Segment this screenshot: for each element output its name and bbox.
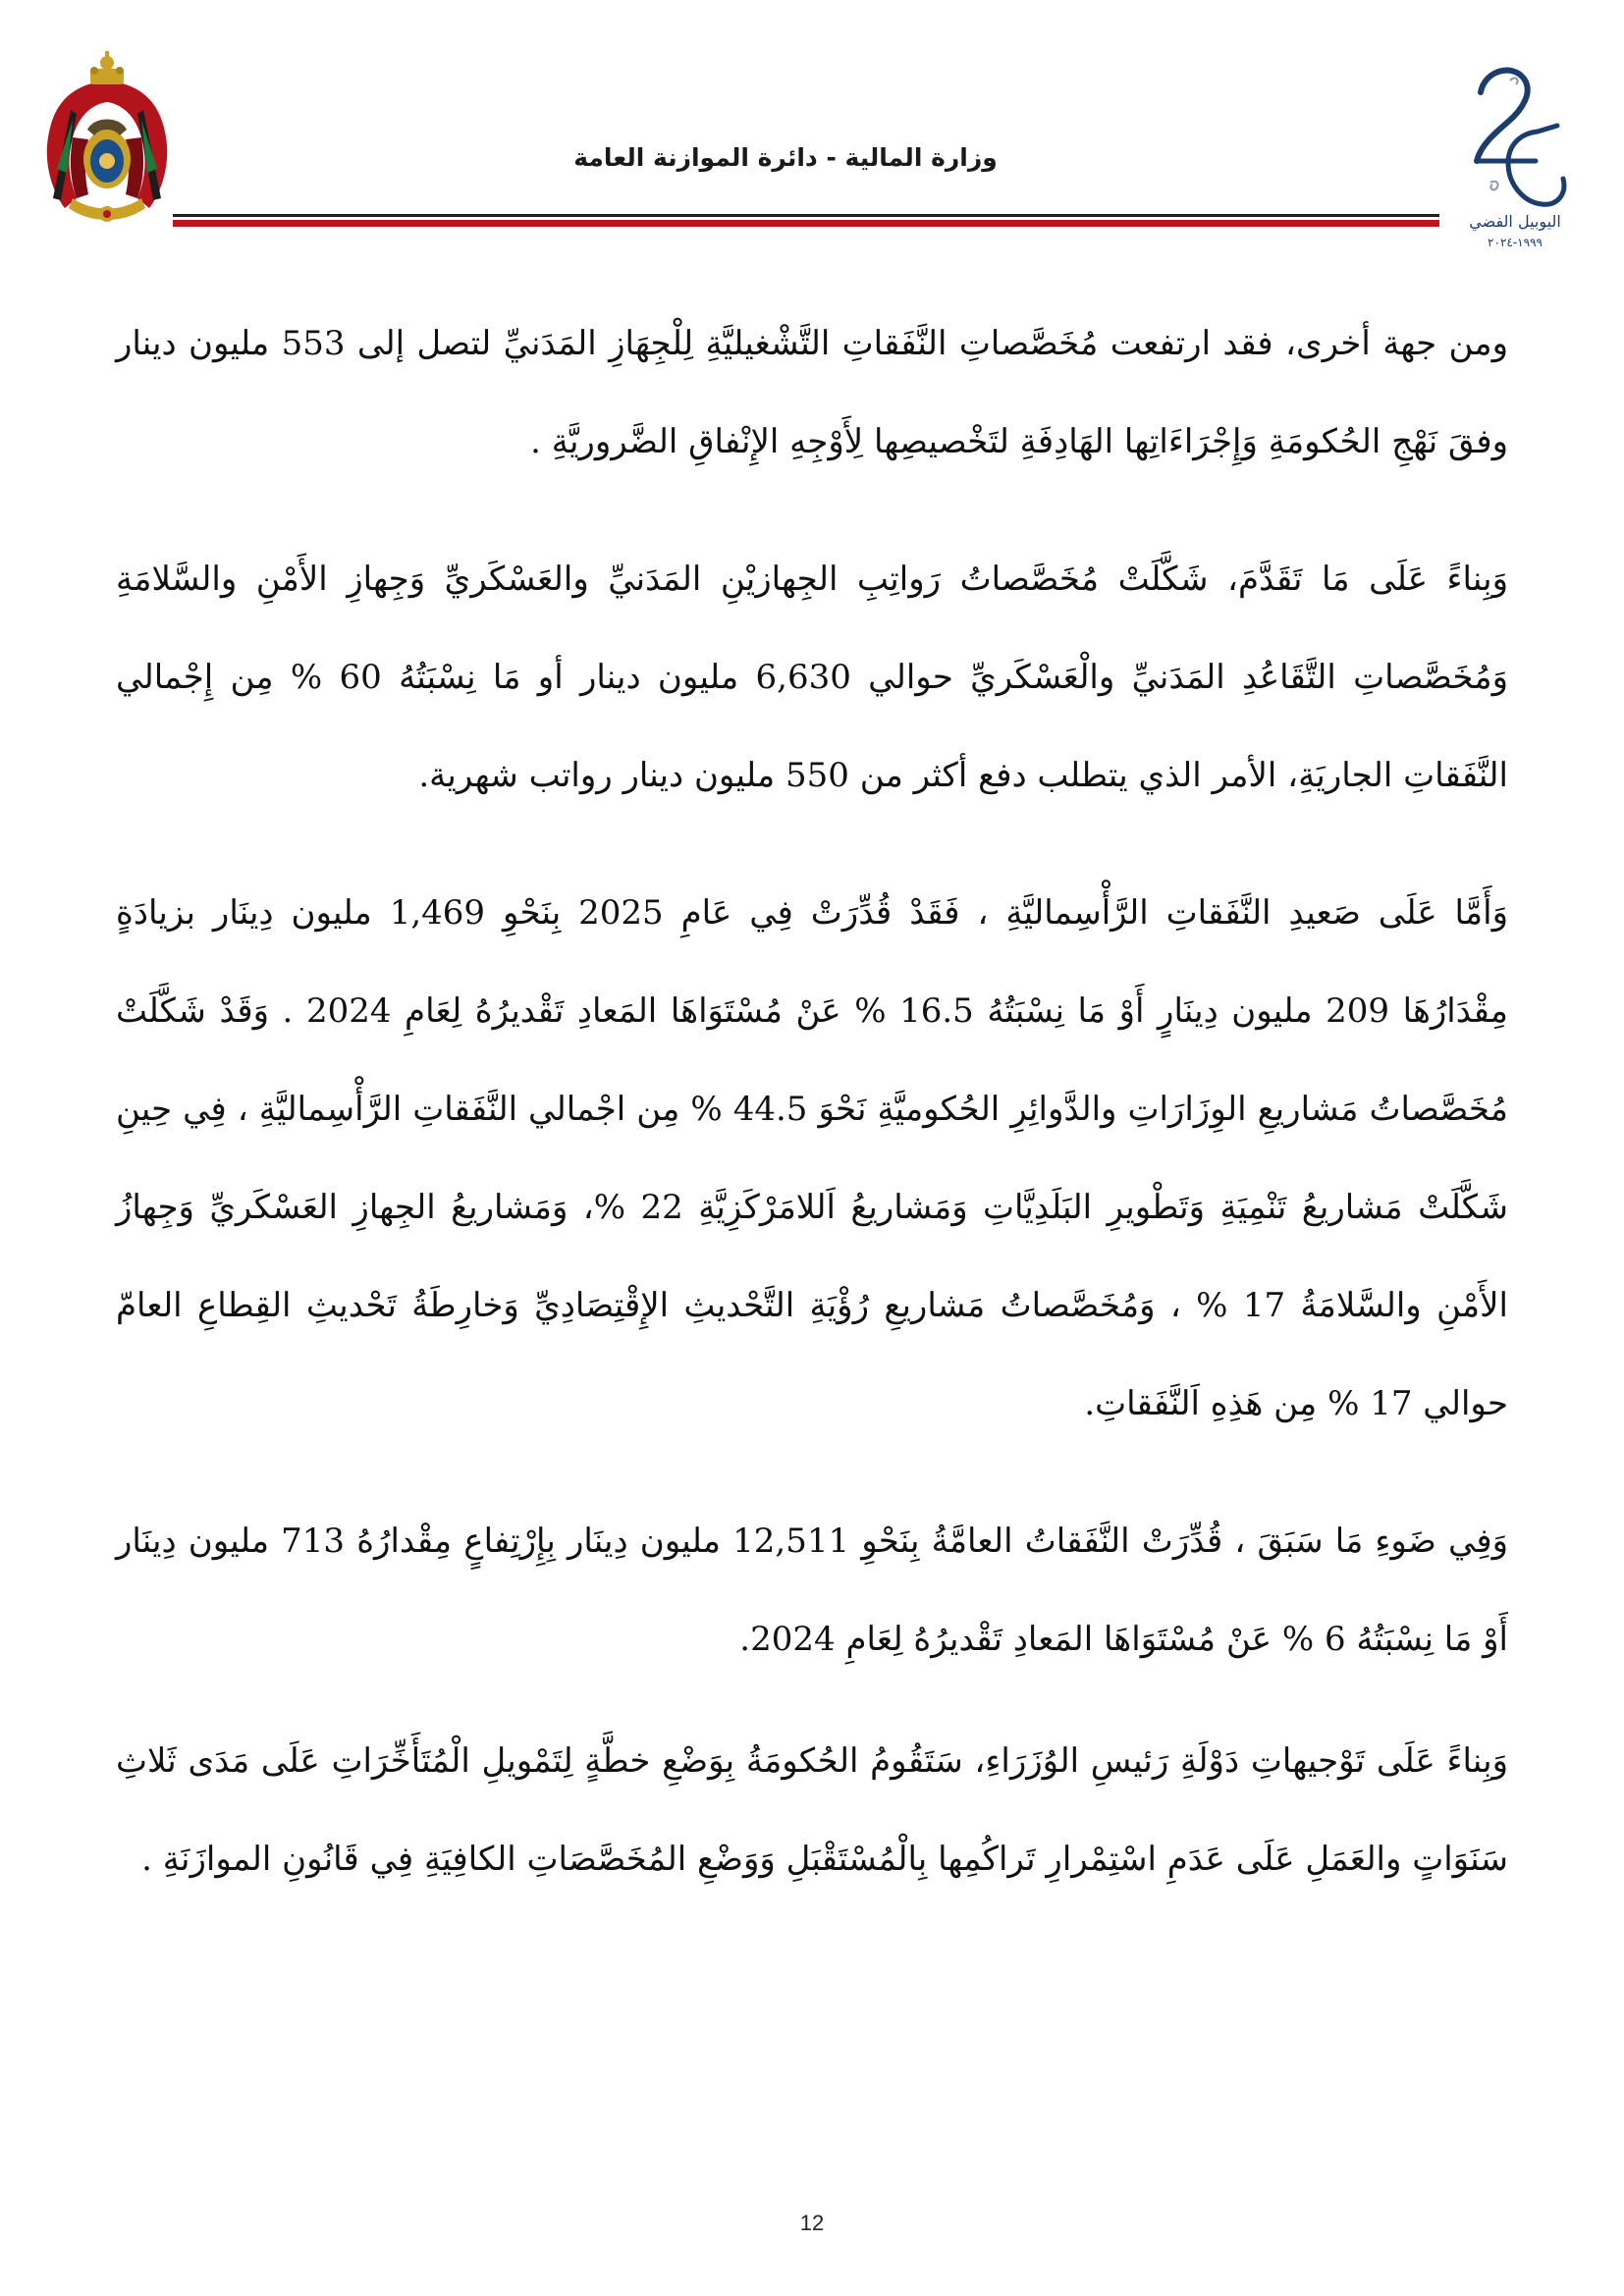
paragraph-total-expenditure: وَفِي ضَوءِ مَا سَبَقَ ، قُدِّرَتْ النَّفَقاتُ العامَّةُ بِنَحْوِ 12,511 مليون دِينَار بِإِرْتِفاعٍ مِقْدارُهُ 713 مليون دِينَار أَوْ مَا نِسْبَتُهُ 6 % عَنْ مُسْتَوَاهَا المَعادِ تَقْديرُهُ لِعَامِ 2024. (116, 1522, 1508, 1659)
paragraph-capital-expenditure: وَأَمَّا عَلَى صَعيدِ النَّفَقاتِ الرَّأْسِماليَّةِ ، فَقَدْ قُدِّرَتْ فِي عَامِ 2025 بِنَحْوِ 1,469 مليون دِينَار بزيادَةٍ مِقْدَارُهَا 209 مليون دِينَارٍ أَوْ مَا نِسْبَتُهُ 16.5 % عَنْ مُسْتَوَاهَا المَعادِ تَقْديرُهُ لِعَامِ 2024 . وَقَدْ شَكَّلَتْ مُخَصَّصاتُ مَشاريعِ الوِزَارَاتِ والدَّوائِرِ الحُكوميَّةِ نَحْوَ 44.5 % مِن اجْمالي النَّفَقاتِ الرَّأْسِماليَّةِ ، فِي حِينِ شَكَّلَتْ مَشاريعُ تَنْمِيَةِ وَتَطْويرِ البَلَدِيَّاتِ وَمَشاريعُ اَللامَرْكَزِيَّةِ 22 %، وَمَشاريعُ الجِهازِ العَسْكَريِّ وَجِهازُ الأَمْنِ والسَّلامَةُ 17 % ، وَمُخَصَّصاتُ مَشاريعِ رُؤْيَةِ التَّحْديثِ الإِقْتِصَادِيِّ وَخارِطَةُ تَحْديثِ القِطاعِ العامّ حوالي 17 % مِن هَذِهِ اَلنَّفَقاتِ. (116, 893, 1508, 1423)
header-divider-red (173, 220, 1439, 227)
page-header-title: وزارة المالية - دائرة الموازنة العامة (573, 143, 998, 172)
paragraph-operating-expenses: ومن جهة أخرى، فقد ارتفعت مُخَصَّصاتِ النَّفَقاتِ التَّشْغيليَّةِ لِلْجِهَازِ المَدَنيِّ لتصل إلى 553 مليون دينار وفقَ نَهْجِ الحُكومَةِ وَإِجْرَاءَاتِها الهَادِفَةِ لتَخْصيصِها لِأَوْجِهِ الإِنْفاقِ الضَّروريَّةِ . (116, 324, 1508, 461)
paragraph-arrears-plan: وَبِناءً عَلَى تَوْجيهاتِ دَوْلَةِ رَئيسِ الوُزَرَاءِ، سَتَقُومُ الحُكومَةُ بِوَضْعِ خطَّةٍ لِتَمْويلِ الْمُتَأَخِّرَاتِ عَلَى مَدَى ثَلاثِ سَنَوَاتٍ والعَمَلِ عَلَى عَدَمِ اسْتِمْرارِ تَراكُمِها بِالْمُسْتَقْبَلِ وَوَضْعِ المُخَصَّصَاتِ الكافِيَةِ فِي قَانُونِ الموازَنَةِ . (116, 1741, 1508, 1879)
page-number: 12 (799, 2211, 825, 2235)
paragraph-salaries: وَبِناءً عَلَى مَا تَقَدَّمَ، شَكَّلَتْ مُخَصَّصاتُ رَواتِبِ الجِهازيْنِ المَدَنيِّ والعَسْكَريِّ وَجِهازِ الأَمْنِ والسَّلامَةِ وَمُخَصَّصاتِ التَّقَاعُدِ المَدَنيِّ والْعَسْكَريِّ حوالي 6,630 مليون دينار أو مَا نِسْبَتُهُ 60 % مِن إِجْمالي النَّفَقاتِ الجاريَةِ، الأمر الذي يتطلب دفع أكثر من 550 مليون دينار رواتب شهرية. (116, 560, 1508, 795)
document-body (116, 294, 1508, 1948)
silver-jubilee-25-logo (1451, 57, 1579, 263)
jordan-coat-of-arms-icon (43, 51, 171, 228)
jubilee-caption: اليوبيل الفضي (1469, 212, 1561, 231)
jubilee-years: ١٩٩٩-٢٠٢٤ (1488, 236, 1543, 249)
header-divider-dark (173, 214, 1439, 217)
